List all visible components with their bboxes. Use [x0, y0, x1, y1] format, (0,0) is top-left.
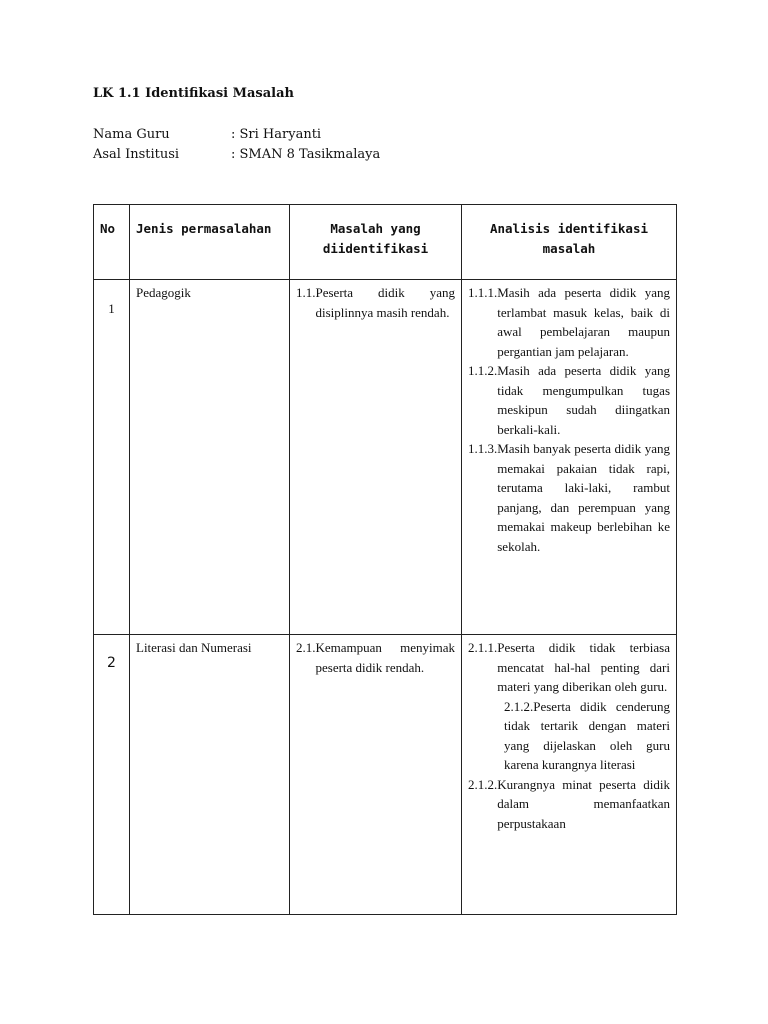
jenis-cell: Pedagogik: [130, 280, 290, 635]
masalah-cell: [290, 280, 462, 635]
jenis-cell: Literasi dan Numerasi: [130, 635, 290, 915]
header-no: No: [94, 205, 130, 280]
page-title: LK 1.1 Identifikasi Masalah: [93, 86, 294, 101]
info-label: Asal Institusi: [93, 147, 180, 162]
table-row: [94, 635, 677, 915]
info-value: : Sri Haryanti: [231, 127, 322, 142]
header-jenis: Jenis permasalahan: [130, 205, 290, 280]
info-label: Nama Guru: [93, 127, 170, 142]
list-item: 2.1. Kemampuan menyimak peserta didik rendah.: [296, 640, 455, 675]
row-number: 2: [94, 635, 130, 915]
header-masalah: Masalah yang diidentifikasi: [290, 205, 462, 280]
list-item: 1.1.1. Masih ada peserta didik yang terlambat masuk kelas, baik di awal pembelajaran maupun pergantian jam pelajaran.: [468, 285, 670, 359]
masalah-cell: [290, 635, 462, 915]
analisis-cell: [462, 280, 677, 635]
info-value: : SMAN 8 Tasikmalaya: [231, 147, 381, 162]
analisis-cell: [462, 635, 677, 915]
identification-table: [93, 204, 677, 915]
list-item: 1.1.2. Masih ada peserta didik yang tidak mengumpulkan tugas meskipun sudah diingatkan berkali-kali.: [468, 363, 670, 437]
list-item: 1.1. Peserta didik yang disiplinnya masih rendah.: [296, 285, 455, 320]
list-item: 2.1.1. Peserta didik tidak terbiasa mencatat hal-hal penting dari materi yang diberikan oleh guru.: [468, 640, 670, 694]
table-row: [94, 280, 677, 635]
list-item: 1.1.3. Masih banyak peserta didik yang memakai pakaian tidak rapi, terutama laki-laki, rambut panjang, dan perempuan yang memakai makeup berlebihan ke sekolah.: [468, 441, 670, 554]
table-header-row: [94, 205, 677, 280]
list-item: 2.1.2.Peserta didik cenderung tidak tertarik dengan materi yang dijelaskan oleh guru karena kurangnya literasi: [504, 698, 670, 772]
row-number: 1: [94, 280, 130, 635]
header-analisis: Analisis identifikasi masalah: [462, 205, 677, 280]
list-item: 2.1.2. Kurangnya minat peserta didik dalam memanfaatkan perpustakaan: [468, 776, 670, 831]
